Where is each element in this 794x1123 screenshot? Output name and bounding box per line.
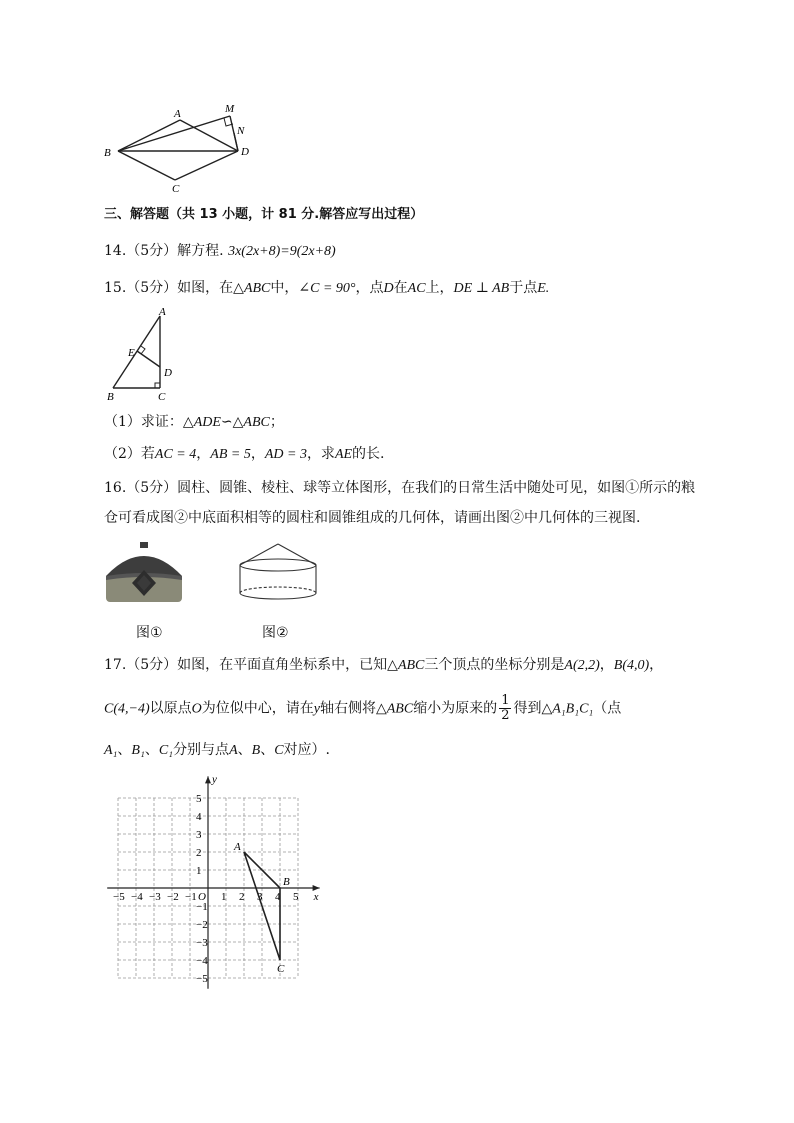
caption-figure-2: 图② [262,625,289,641]
origin-label: O [198,891,206,903]
q15-perp: DE ⊥ AB [453,281,510,296]
y-tick-label: 5 [196,793,202,805]
q17-text: ， [599,657,614,673]
q17-text: 分别与点 [173,742,230,758]
q17-point-b: B(4,0) [613,658,650,673]
label-N: N [237,125,245,137]
caption-figure-1: 图① [136,625,163,641]
q17-a1: A₁ [104,743,118,758]
q17-text: 三个顶点的坐标分别是 [424,657,565,673]
q17-point-c: C(4,−4) [104,701,150,717]
tri-label-E: E [128,347,135,359]
q17-text: 对应）. [283,742,330,758]
q17-text: 17.（5分）如图，在平面直角坐标系中，已知△ [104,657,398,673]
q14-equation: 3x(2x+8)=9(2x+8) [228,244,336,259]
q15-part-1 [104,412,284,433]
q17-y-axis: y [313,701,320,717]
q15-text: 于点 [509,280,538,296]
x-tick-label: −2 [167,891,179,903]
q15-angle: ∠C = 90° [298,281,356,296]
y-tick-label: 1 [196,865,202,877]
q15-p2-text: ， [196,446,211,462]
parallelogram-figure [100,100,270,195]
x-axis-label: x [313,891,319,903]
q15-p2-ae: AE [334,447,353,462]
q15-p1-text: ； [269,414,284,430]
tri-label-D: D [164,367,172,379]
y-axis-label: y [212,775,217,786]
q17-text: 轴右侧将△ [319,700,387,717]
label-M: M [225,103,235,115]
q17-a: A [229,743,238,758]
y-tick-label: −5 [196,973,208,985]
q17-text: 、 [260,742,275,758]
point-label: C [277,963,285,975]
q17-b1: B₁ [131,743,145,758]
coordinate-grid [100,775,340,995]
x-tick-label: 4 [275,891,281,903]
tri-label-A: A [159,306,166,318]
y-tick-label: −4 [196,955,208,967]
y-tick-label: −2 [196,919,208,931]
q15-p1-similar: △ADE∽△ABC [182,415,270,430]
section-heading: 三、解答题（共 13 小题，计 81 分.解答应写出过程） [104,207,424,222]
q17-line-3 [104,740,330,761]
question-15-stem [104,278,549,299]
fraction-one-half [499,694,511,723]
x-tick-label: 2 [239,891,245,903]
tri-label-C: C [158,391,166,403]
q15-p2-text: ， [250,446,265,462]
point-label: B [283,876,290,888]
q17-text: 为位似中心，请在 [201,700,314,717]
q17-text: 、 [117,742,132,758]
x-tick-label: −4 [131,891,143,903]
label-C: C [172,183,180,195]
x-tick-label: 1 [221,891,227,903]
x-tick-label: 5 [293,891,299,903]
q15-text: 中， [270,280,299,296]
y-tick-label: −1 [196,901,208,913]
q15-seg-ac: AC [407,281,426,296]
label-B: B [104,147,111,159]
q15-text: 15.（5分）如图，在△ [104,280,244,296]
q15-p2-text: （2）若 [104,446,155,462]
q17-tri: ABC [397,658,425,673]
q17-c: C [274,743,284,758]
x-tick-label: 3 [257,891,263,903]
q15-p2-ab: AB = 5 [210,447,251,462]
q17-tri-a1b1c1: A₁B₁C₁ [552,701,594,717]
q17-text: 、 [237,742,252,758]
x-tick-label: −1 [185,891,197,903]
y-tick-label: 3 [196,829,202,841]
q17-text: ， [649,657,664,673]
q15-tri: ABC [243,281,271,296]
y-tick-label: 4 [196,811,202,823]
q15-p2-text: ，求 [306,446,335,462]
q17-text: 得到△ [513,700,553,717]
q16-line-2: 仓可看成图②中底面积相等的圆柱和圆锥组成的几何体，请画出图②中几何体的三视图. [104,510,641,526]
tri-label-B: B [107,391,114,403]
label-D: D [241,146,249,158]
q17-b: B [251,743,261,758]
q15-p1-text: （1）求证： [104,414,183,430]
cylinder-cone-figure [236,540,320,606]
q16-line-1: 16.（5分）圆柱、圆锥、棱柱、球等立体图形，在我们的日常生活中随处可见，如图①所示的粮 [104,480,696,496]
q17-line-2 [104,694,621,723]
q17-text: 以原点 [149,700,192,717]
q17-point-a: A(2,2) [564,658,600,673]
y-tick-label: 2 [196,847,202,859]
q15-text: ，点 [355,280,384,296]
fraction-denominator: 2 [501,708,510,723]
x-tick-label: −5 [113,891,125,903]
q14-prefix: 14.（5分）解方程. [104,243,224,259]
q15-point-e: E. [537,281,550,296]
q15-text: 在 [393,280,408,296]
question-14 [104,241,336,262]
q17-line-1 [104,655,663,676]
q15-point-d: D [383,281,394,296]
q17-tri: ABC [386,701,414,717]
y-tick-label: −3 [196,937,208,949]
point-label: A [234,841,241,853]
q15-part-2 [104,444,385,465]
q17-text: 缩小为原来的 [413,700,498,717]
q15-p2-ad: AD = 3 [264,447,307,462]
granary-photo [104,540,184,606]
y-axis-arrow [205,776,211,783]
right-triangle-figure [100,306,190,404]
q17-c1: C₁ [158,743,174,758]
x-tick-label: −3 [149,891,161,903]
q15-text: 上， [425,280,454,296]
q17-text: 、 [144,742,159,758]
q15-p2-text: 的长. [352,446,385,462]
q17-origin: O [191,701,202,717]
q17-text: （点 [593,700,622,717]
q15-p2-ac: AC = 4 [154,447,197,462]
fraction-numerator: 1 [501,693,510,708]
label-A: A [174,108,181,120]
